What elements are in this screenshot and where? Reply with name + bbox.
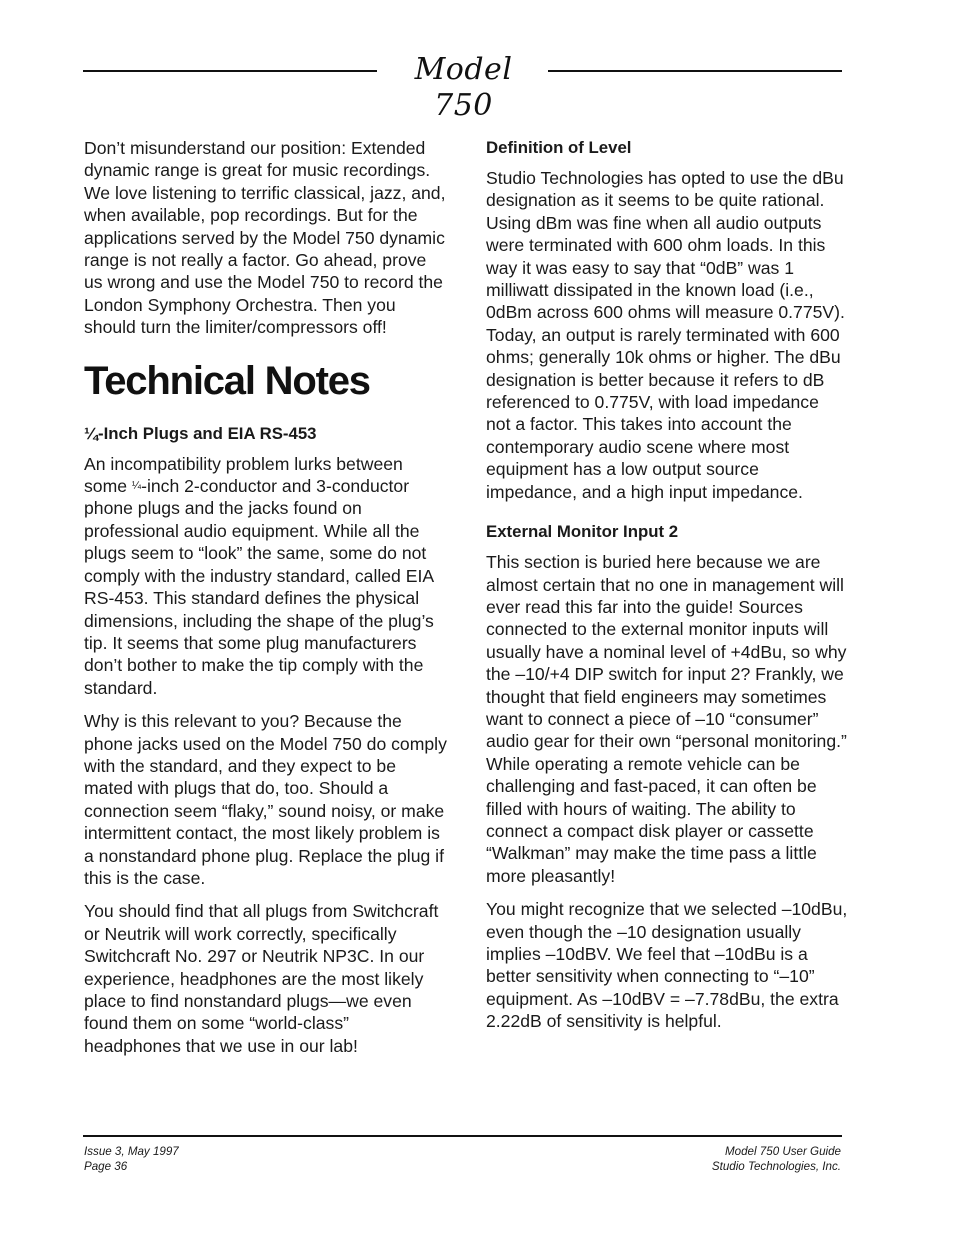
subhead-definition-of-level: Definition of Level (486, 138, 632, 157)
subhead-plugs-text: -Inch Plugs and EIA RS-453 (98, 423, 317, 443)
footer-rule (83, 1135, 842, 1137)
footer-guide-title: Model 750 User Guide (725, 1145, 841, 1158)
level-paragraph: Studio Technologies has opted to use the dBu designation as it seems to be quite rational. Using dBm was fine when all audio outputs were terminated with 600 ohm loads. In this way it was easy to say that “0dB” was 1 milliwatt dissipated in the known load (i.e., 0dBm across 600 ohms will measure 0.775V). Today, an output is rarely terminated with 600 ohms; generally 10k ohms or higher. The dBu designation is better because it refers to dB referenced to 0.775V, with load impedance not a factor. This takes into account the contemporary audio scene where most equipment has a low output source impedance, and a high input impedance. (486, 168, 845, 502)
plugs-paragraph-1-fraction: ¼ (131, 480, 142, 493)
footer-company: Studio Technologies, Inc. (711, 1160, 841, 1173)
plugs-paragraph-3: You should find that all plugs from Switchcraft or Neutrik will work correctly, specifically Switchcraft No. 297 or Neutrik NP3C. In our experience, headphones are the most likely place to find nonstandard plugs—we even found them on some “world-class” headphones that we use in our lab! (84, 901, 439, 1056)
plugs-paragraph-1 (84, 453, 449, 699)
header-rule-left (83, 70, 377, 72)
header-rule-right (548, 70, 842, 72)
plugs-paragraph-2: Why is this relevant to you? Because the phone jacks used on the Model 750 do comply with the standard, and they expect to be mated with plugs that do, too. Should a connection seem “flaky,” sound noisy, or make intermittent contact, the most likely problem is a nonstandard phone plug. Replace the plug if this is the case. (84, 711, 447, 888)
monitor-paragraph-2: You might recognize that we selected –10dBu, even though the –10 designation usually implies –10dBV. We feel that –10dBu is a better sensitivity when connecting to “–10” equipment. As –10dBV = –7.78dBu, the extra 2.22dB of sensitivity is helpful. (486, 899, 848, 1032)
right-column (486, 137, 848, 1044)
subhead-external-monitor: External Monitor Input 2 (486, 522, 679, 542)
section-title: Technical Notes (84, 358, 370, 403)
monitor-paragraph-1: This section is buried here because we are almost certain that no one in management will ever read this far into the guide! Sources connected to the external monitor inputs will usually have a nominal level of +4dBu, so why the –10/+4 DIP switch for input 2? Frankly, we thought that field engineers may sometimes want to connect a piece of –10 “consumer” audio gear for their own “personal monitoring.” While operating a remote vehicle can be challenging and fast-paced, it can often be filled with hours of waiting. The ability to connect a compact disk player or cassette “Walkman” may make the time pass a little more pleasantly! (486, 552, 847, 886)
plugs-paragraph-1-end: -inch 2-conductor and 3-conductor phone plugs and the jacks found on professional audio equipment. While all the plugs seem to “look” the same, some do not comply with the industry standard, called EIA RS-453. This standard defines the physical dimensions, including the shape of the plug’s tip. It seems that some plug manufacturers don’t bother to make the tip comply with the standard. (84, 476, 434, 698)
footer-right (712, 1144, 841, 1174)
footer-issue: Issue 3, May 1997 (84, 1145, 179, 1158)
page-header-title: Model 750 (414, 52, 513, 123)
plugs-paragraph-1-start: An incompatibility problem lurks between some (84, 453, 403, 497)
subhead-plugs-fraction: ¼ (84, 423, 98, 443)
left-column (84, 137, 449, 1068)
footer-page-number: Page 36 (84, 1160, 128, 1173)
intro-paragraph: Don’t misunderstand our position: Extended dynamic range is great for music recordings. We love listening to terrific classical, jazz, and, when available, pop recordings. But for the applications served by the Model 750 dynamic range is not really a factor. Go ahead, prove us wrong and use the Model 750 to record the London Symphony Orchestra. Then you should turn the limiter/compressors off! (84, 138, 446, 338)
footer-left (84, 1144, 179, 1174)
subhead-plugs (84, 423, 449, 445)
